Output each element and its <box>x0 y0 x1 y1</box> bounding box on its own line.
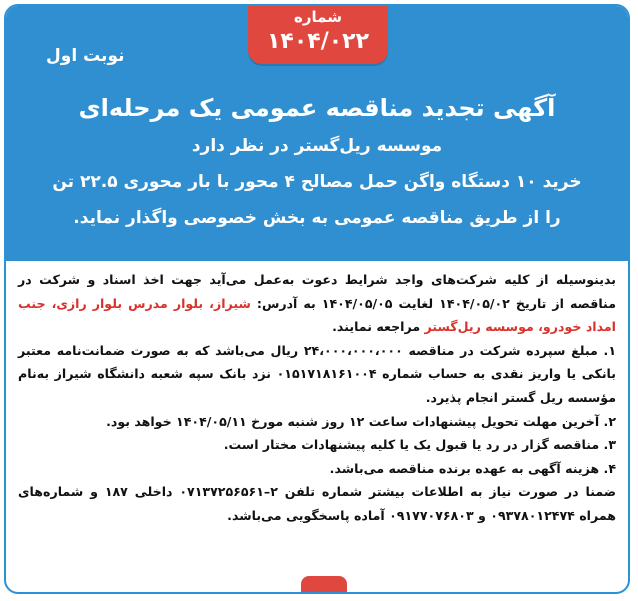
condition-item-2: ۲. آخرین مهلت تحویل پیشنهادات ساعت ۱۲ روز شنبه مورخ ۱۴۰۴/۰۵/۱۱ خواهد بود. <box>106 413 616 429</box>
condition-item-3: ۳. مناقصه گزار در رد یا قبول یک یا کلیه پیشنهادات مختار است. <box>223 437 616 453</box>
address-text: شیراز، بلوار مدرس بلوار رازی، جنب امداد خودرو، موسسه ریل‌گستر <box>18 295 616 335</box>
number-label: شماره <box>294 8 342 26</box>
title-block <box>16 88 618 236</box>
notice-title: آگهی تجدید مناقصه عمومی یک مرحله‌ای <box>78 94 556 122</box>
notice-subject-line: خرید ۱۰ دستگاه واگن حمل مصالح ۴ محور با بار محوری ۲۲.۵ تن <box>52 172 582 192</box>
intro-paragraph <box>18 268 616 339</box>
condition-item-4: ۴. هزینه آگهی به عهده برنده مناقصه می‌باشد. <box>329 460 616 476</box>
number-value: ۱۴۰۴/۰۲۲ <box>266 29 370 54</box>
contact-paragraph: ضمنا در صورت نیاز به اطلاعات بیشتر شماره تلفن ۲–۰۷۱۳۷۲۵۶۵۶۱ داخلی ۱۸۷ و شماره‌های همراه ۰۹۳۷۸۰۱۲۴۷۴ و ۰۹۱۷۷۰۷۶۸۰۳ آماده پاسخگویی می‌باشد. <box>18 484 616 523</box>
notice-method-line: را از طریق مناقصه عمومی به بخش خصوصی واگذار نماید. <box>73 208 561 228</box>
round-label: نوبت اول <box>46 46 125 66</box>
notice-body <box>18 268 616 580</box>
number-badge <box>248 4 388 64</box>
notice-org-line: موسسه ریل‌گستر در نظر دارد <box>191 136 443 156</box>
intro-text: بدینوسیله از کلیه شرکت‌های واجد شرایط دعوت به‌عمل می‌آید جهت اخذ اسناد و شرکت در مناقصه از تاریخ ۱۴۰۴/۰۵/۰۲ لغایت ۱۴۰۴/۰۵/۰۵ به آدرس: <box>18 272 616 311</box>
bottom-ribbon <box>301 576 347 594</box>
intro-ending: مراجعه نمایند. <box>332 319 425 335</box>
notice-frame <box>4 4 630 594</box>
condition-item-1: ۱. مبلغ سپرده شرکت در مناقصه ۲۴،۰۰۰،۰۰۰،۰۰۰ ریال می‌باشد که به صورت ضمانت‌نامه معتبر بانکی یا واریز نقدی به حساب شماره ۰۱۵۱۷۱۸۱۶۱۰۰۴ نزد بانک سپه شعبه دانشگاه شیراز به‌نام مؤسسه ریل گستر انجام پذیرد. <box>18 342 616 405</box>
